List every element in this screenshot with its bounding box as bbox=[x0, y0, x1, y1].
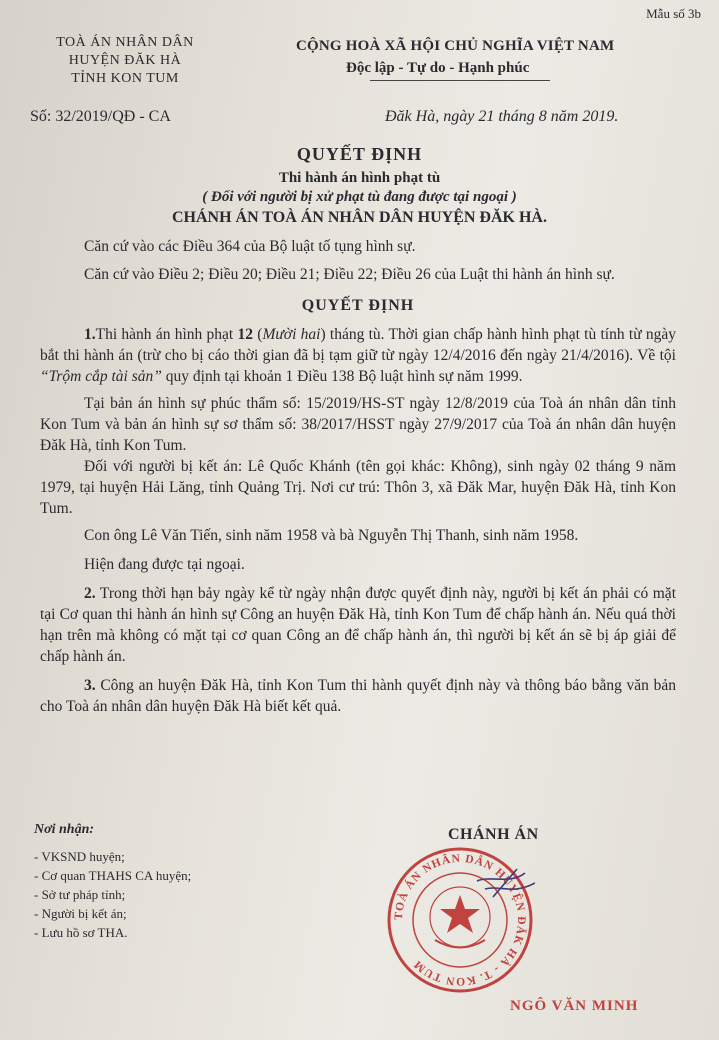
republic-motto: Độc lập - Tự do - Hạnh phúc bbox=[346, 60, 530, 76]
article-2 bbox=[40, 583, 676, 667]
article-1-text-d: quy định tại khoản 1 Điều 138 Bộ luật hình sự năm 1999. bbox=[161, 368, 523, 385]
parents-paragraph: Con ông Lê Văn Tiến, sinh năm 1958 và bà Nguyễn Thị Thanh, sinh năm 1958. bbox=[84, 527, 579, 544]
seal-text: TOÀ ÁN NHÂN DÂN HUYỆN ĐĂK HÀ - T. KON TUM bbox=[392, 852, 528, 988]
judgment-paragraph: Tại bản án hình sự phúc thẩm số: 15/2019/HS-ST ngày 12/8/2019 của Toà án nhân dân tỉnh Kon Tum và bản án hình sự sơ thẩm số: 38/2017/HSST ngày 27/9/2017 của Toà án nhân dân huyện Đăk Hà, tỉnh Kon Tum. bbox=[40, 395, 676, 454]
subtitle-line-3: CHÁNH ÁN TOÀ ÁN NHÂN DÂN HUYỆN ĐĂK HÀ. bbox=[172, 209, 547, 226]
document-body bbox=[40, 236, 676, 717]
basis-paragraph-1: Căn cứ vào các Điều 364 của Bộ luật tố tụng hình sự. bbox=[84, 238, 416, 255]
document-number: Số: 32/2019/QĐ - CA bbox=[30, 108, 171, 125]
article-3-number: 3. bbox=[84, 677, 96, 694]
court-line-3: TỈNH KON TUM bbox=[71, 71, 179, 86]
date-line: Đăk Hà, ngày 21 tháng 8 năm 2019. bbox=[385, 108, 619, 125]
subtitle-line-1: Thi hành án hình phạt tù bbox=[278, 170, 441, 186]
article-1-crime: “Trộm cắp tài sản” bbox=[40, 368, 162, 385]
court-seal-icon bbox=[385, 845, 535, 995]
recipient-item: - Người bị kết án; bbox=[34, 906, 127, 921]
article-1-number: 1. bbox=[84, 326, 96, 343]
convict-paragraph: Đối với người bị kết án: Lê Quốc Khánh (tên gọi khác: Không), sinh ngày 02 tháng 9 năm 1979, tại huyện Hải Lăng, tỉnh Quảng Trị. Nơi cư trú: Thôn 3, xã Đăk Mar, huyện Đăk Hà, tỉnh Kon Tum. bbox=[40, 458, 676, 517]
article-2-number: 2. bbox=[84, 585, 96, 602]
motto-underline bbox=[370, 80, 550, 81]
status-paragraph: Hiện đang được tại ngoại. bbox=[84, 556, 245, 573]
court-line-2: HUYỆN ĐĂK HÀ bbox=[68, 53, 182, 68]
article-3-text: Công an huyện Đăk Hà, tỉnh Kon Tum thi hành quyết định này và thông báo bằng văn bản cho Toà án nhân dân huyện Đăk Hà biết kết quả. bbox=[40, 677, 676, 715]
court-header bbox=[30, 34, 220, 88]
article-2-text: Trong thời hạn bảy ngày kể từ ngày nhận được quyết định này, người bị kết án phải có mặt tại Cơ quan thi hành án hình sự Công an huyện Đăk Hà, tỉnh Kon Tum để chấp hành án. Nếu quá thời hạn trên mà không có mặt tại cơ quan Công an để chấp hành án, thì người bị kết án sẽ bị áp giải để chấp hành án. bbox=[40, 585, 676, 665]
article-1 bbox=[40, 324, 676, 387]
recipient-item: - Lưu hồ sơ THA. bbox=[34, 925, 128, 940]
article-3 bbox=[40, 675, 676, 717]
subtitle-line-2: ( Đối với người bị xử phạt tù đang được tại ngoại ) bbox=[202, 189, 517, 205]
signer-name: NGÔ VĂN MINH bbox=[510, 998, 639, 1014]
recipient-item: - Sở tư pháp tỉnh; bbox=[34, 887, 126, 902]
article-1-text-a: Thi hành án hình phạt bbox=[95, 326, 238, 343]
recipient-item: - Cơ quan THAHS CA huyện; bbox=[34, 868, 192, 883]
article-1-term-words: Mười hai bbox=[262, 326, 321, 343]
recipients-heading: Nơi nhận: bbox=[34, 822, 95, 837]
signature-title: CHÁNH ÁN bbox=[448, 826, 539, 843]
form-number: Mẫu số 3b bbox=[646, 6, 701, 21]
recipient-item: - VKSND huyện; bbox=[34, 849, 125, 864]
recipients-block bbox=[34, 820, 191, 942]
court-line-1: TOÀ ÁN NHÂN DÂN bbox=[56, 35, 194, 50]
basis-paragraph-2: Căn cứ vào Điều 2; Điều 20; Điều 21; Điều 22; Điều 26 của Luật thi hành án hình sự. bbox=[84, 266, 615, 283]
article-1-text-b: ( bbox=[253, 326, 263, 343]
document-title: QUYẾT ĐỊNH bbox=[296, 144, 423, 164]
article-1-term-number: 12 bbox=[237, 326, 253, 343]
article-1-text-c: ) tháng tù. Thời gian chấp hành hình phạt tù tính từ ngày bắt thi hành án (trừ cho bị cáo thời gian đã bị tạm giữ từ ngày 12/4/2016 đến ngày 21/4/2016). Về tội bbox=[40, 326, 676, 364]
decision-heading: QUYẾT ĐỊNH bbox=[301, 297, 415, 314]
republic-name: CỘNG HOÀ XÃ HỘI CHỦ NGHĨA VIỆT NAM bbox=[296, 38, 615, 54]
